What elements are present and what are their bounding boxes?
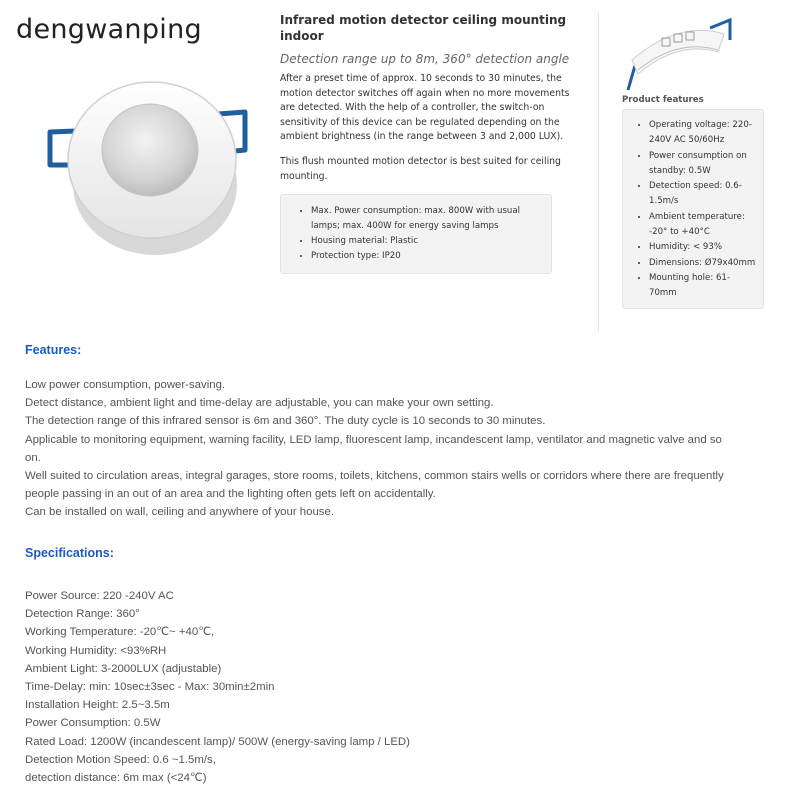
feature-item: • Mounting hole: 61-70mm <box>649 271 757 302</box>
features-line: The detection range of this infrared sensor is 6m and 360°. The duty cycle is 10 seconds to 30 minutes. <box>25 415 546 428</box>
features-list <box>25 376 785 522</box>
product-paragraph-1: After a preset time of approx. 10 seconds to 30 minutes, the motion detector switches off again when no more movements are detected. With the help of a controller, the switch-on sensitivity of this device can be regulated depending on the ambient brightness (in the range between 3 and 2,000 LUX). <box>280 73 570 143</box>
features-line: Detect distance, ambient light and time-delay are adjustable, you can make your own setting. <box>25 397 494 410</box>
features-heading: Features: <box>25 343 82 357</box>
specifications-heading: Specifications: <box>25 546 114 560</box>
spec-line: Ambient Light: 3-2000LUX (adjustable) <box>25 662 222 675</box>
feature-item: • Operating voltage: 220-240V AC 50/60Hz <box>649 118 757 149</box>
feature-item: • Detection speed: 0.6-1.5m/s <box>649 179 757 210</box>
info-item: • Protection type: IP20 <box>311 249 539 264</box>
info-item: • Housing material: Plastic <box>311 234 539 249</box>
product-paragraph-2: This flush mounted motion detector is best suited for ceiling mounting. <box>280 155 561 182</box>
spec-line: Power Consumption: 0.5W <box>25 717 161 730</box>
spec-line: Working Humidity: <93%RH <box>25 644 167 657</box>
features-line: Well suited to circulation areas, integral garages, store rooms, toilets, kitchens, common stairs wells or corridors where there are frequently <box>25 470 724 483</box>
feature-item: • Ambient temperature: -20° to +40°C <box>649 210 757 241</box>
features-line: people passing in an out of an area and the lighting often gets left on accidentally. <box>25 488 436 501</box>
product-photo <box>40 70 270 270</box>
spec-line: Detection Range: 360° <box>25 608 140 621</box>
product-info-box <box>280 194 552 274</box>
spec-line: detection distance: 6m max (<24℃) <box>25 772 207 785</box>
feature-item: • Humidity: < 93% <box>649 240 757 255</box>
features-line: Applicable to monitoring equipment, warning facility, LED lamp, fluorescent lamp, incandescent lamp, ventilator and magnetic valve and so <box>25 433 722 446</box>
product-thumbnail <box>618 10 738 92</box>
features-line: Can be installed on wall, ceiling and anywhere of your house. <box>25 506 335 519</box>
features-line: on. <box>25 451 41 464</box>
spec-line: Working Temperature: -20℃~ +40℃, <box>25 626 215 639</box>
product-description <box>280 12 580 274</box>
product-features-box <box>622 109 764 309</box>
specifications-list <box>25 587 785 787</box>
spec-line: Power Source: 220 -240V AC <box>25 590 174 602</box>
spec-line: Time-Delay: min: 10sec±3sec - Max: 30min±2min <box>25 681 275 694</box>
divider <box>598 12 599 332</box>
info-item: • Max. Power consumption: max. 800W with usual lamps; max. 400W for energy saving lamps <box>311 204 539 234</box>
product-title: Infrared motion detector ceiling mounting indoor <box>280 13 567 43</box>
feature-item: • Dimensions: Ø79x40mm <box>649 256 757 271</box>
product-subtitle: Detection range up to 8m, 360° detection angle <box>280 52 570 66</box>
spec-line: Installation Height: 2.5~3.5m <box>25 699 170 712</box>
spec-line: Detection Motion Speed: 0.6 ~1.5m/s, <box>25 753 216 766</box>
watermark-text: dengwanping <box>16 14 202 45</box>
feature-item: • Power consumption on standby: 0.5W <box>649 149 757 180</box>
features-line: Low power consumption, power-saving. <box>25 379 226 391</box>
side-title: Product features <box>622 95 704 105</box>
spec-line: Rated Load: 1200W (incandescent lamp)/ 500W (energy-saving lamp / LED) <box>25 735 410 748</box>
